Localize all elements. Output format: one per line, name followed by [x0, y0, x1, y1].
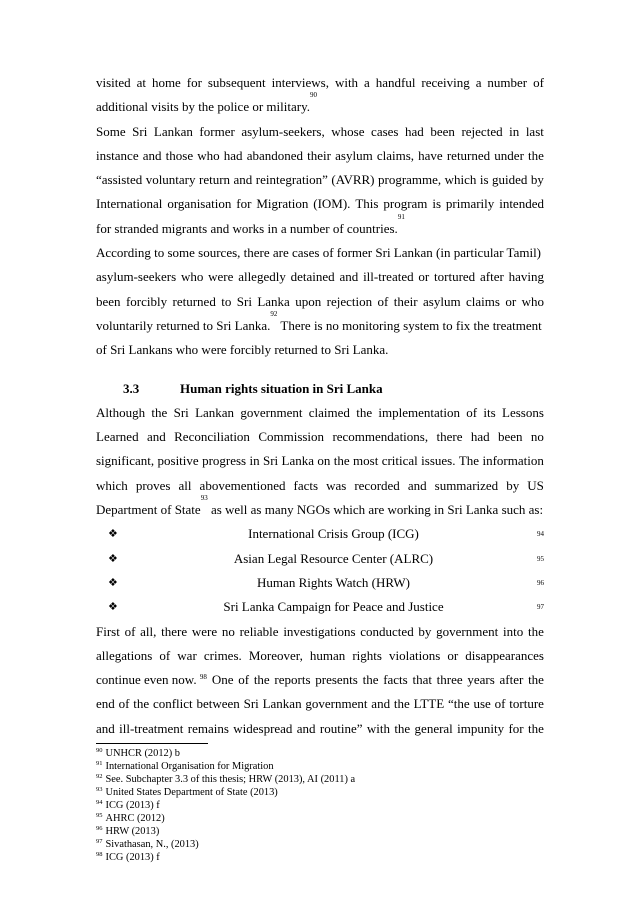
word: which	[96, 477, 128, 493]
word: return	[198, 172, 231, 188]
footnote-text: HRW (2013)	[105, 826, 160, 838]
word: all	[178, 477, 192, 493]
word: forcibly	[125, 293, 168, 309]
word: by	[506, 477, 520, 493]
list-item-text: Human Rights Watch (HRW)	[257, 574, 410, 590]
p3-line-1	[96, 241, 544, 265]
word: Sri	[173, 404, 189, 420]
footnote-separator	[96, 743, 208, 744]
word: war	[177, 647, 197, 663]
footnote-text: AHRC (2012)	[105, 813, 165, 825]
word: the	[528, 147, 544, 163]
word: recommendations,	[332, 429, 429, 445]
word: crimes.	[203, 647, 242, 663]
word: those	[165, 147, 194, 163]
word: the	[527, 623, 544, 639]
footnote-ref-92: 92	[270, 309, 278, 318]
word: with	[366, 720, 390, 736]
list-item-text: Asian Legal Resource Center (ALRC)	[233, 550, 434, 566]
ngo-list	[96, 522, 544, 619]
footnote-text: International Organisation for Migration	[105, 761, 274, 773]
word: is	[479, 172, 489, 188]
word: Although	[96, 404, 146, 420]
word: claims,	[376, 147, 415, 163]
word: who	[521, 293, 544, 309]
word: proves	[135, 477, 171, 493]
word: critical	[381, 453, 418, 469]
word: routine”	[319, 720, 363, 736]
word: organisation	[167, 196, 232, 212]
footnote	[96, 825, 544, 838]
p4-text-5a: Department of State	[96, 502, 201, 518]
word: of	[533, 75, 544, 90]
word: after	[479, 269, 504, 285]
word: of	[124, 623, 136, 639]
word: which	[444, 172, 477, 188]
word: Commission	[258, 429, 325, 445]
word: and	[407, 477, 427, 493]
p2-line-3	[96, 168, 544, 192]
word: or	[447, 647, 459, 663]
word: returned	[172, 293, 216, 309]
word: been	[498, 429, 523, 445]
word: US	[527, 477, 544, 493]
word: asylum	[423, 293, 461, 309]
word: the	[394, 720, 411, 736]
p5-line-5	[96, 717, 544, 741]
word: the	[528, 672, 544, 688]
section-heading	[96, 377, 544, 401]
footnote	[96, 747, 544, 760]
word: impunity	[457, 720, 505, 736]
word: Sri	[132, 123, 148, 139]
word: government	[436, 623, 499, 639]
p4-line-3	[96, 449, 544, 473]
footnote-text: United States Department of State (2013)	[105, 787, 278, 799]
word: tortured	[434, 269, 476, 285]
p5-text-3a-words: continue even now.	[96, 672, 197, 688]
footnote-number: 91	[96, 760, 103, 768]
p4-text-5b: as well as many NGOs which are working in Sri Lanka such as:	[207, 502, 544, 518]
word: the	[253, 672, 270, 688]
p2-text: for stranded migrants and works in a number of countries.	[96, 220, 398, 236]
word: government	[240, 404, 303, 420]
diamond-bullet-icon: ❖	[108, 528, 118, 541]
word: and	[233, 172, 253, 188]
list-item-text: Sri Lanka Campaign for Peace and Justice	[223, 599, 444, 615]
word: former	[199, 123, 235, 139]
word: issues.	[421, 453, 456, 469]
p2-line-2	[96, 144, 544, 168]
word: “the	[447, 696, 470, 712]
word: allegedly	[238, 269, 286, 285]
word: program	[383, 196, 428, 212]
p3-line-3	[96, 290, 544, 314]
word: all,	[140, 623, 157, 639]
word: voluntary	[145, 172, 196, 188]
word: was	[326, 477, 347, 493]
footnote-ref-90: 90	[309, 91, 317, 100]
word: guided	[492, 172, 528, 188]
word: asylum-seekers,	[241, 123, 325, 139]
word: a	[364, 75, 370, 90]
word: handful	[375, 75, 416, 90]
footnote-number: 93	[96, 786, 103, 794]
word: subsequent	[207, 75, 266, 90]
word: and	[96, 720, 115, 736]
word: whose	[331, 123, 365, 139]
word: Learned	[96, 429, 139, 445]
p3-text-4a: voluntarily returned to Sri Lanka.	[96, 317, 271, 333]
word: of	[494, 696, 506, 712]
word: having	[508, 269, 544, 285]
word: there	[436, 429, 463, 445]
word: detained	[290, 269, 335, 285]
p1-line-2	[96, 91, 544, 119]
word: had	[405, 123, 424, 139]
word: conducted	[360, 623, 414, 639]
word: were	[208, 269, 234, 285]
word: rejected	[461, 123, 503, 139]
word: under	[494, 147, 524, 163]
word: claims	[465, 293, 500, 309]
footnote-number: 96	[96, 825, 103, 833]
section-number: 3.3	[123, 380, 140, 396]
word: of	[238, 672, 250, 688]
word: general	[414, 720, 453, 736]
word: Lankan	[262, 696, 302, 712]
word: who	[197, 147, 220, 163]
word: implementation	[378, 404, 460, 420]
footnote	[96, 812, 544, 825]
word: been	[430, 123, 455, 139]
footnote-text: ICG (2013) f	[105, 852, 160, 864]
word: of	[377, 293, 389, 309]
word: no	[530, 429, 544, 445]
word: reports	[274, 672, 311, 688]
p5-line-2	[96, 644, 544, 668]
word: their	[307, 147, 331, 163]
diamond-bullet-icon: ❖	[108, 552, 118, 565]
footnote-number: 97	[96, 838, 103, 846]
p3-text-4b: There is no monitoring system to fix the treatment	[277, 317, 542, 333]
word: Lanka	[257, 293, 290, 309]
word: to	[221, 293, 232, 309]
word: disappearances	[465, 647, 544, 663]
word: for	[186, 75, 202, 90]
footnote-text: ICG (2013) f	[105, 800, 160, 812]
footnote-number: 94	[96, 799, 103, 807]
word: One	[211, 672, 234, 688]
footnote	[96, 786, 544, 799]
word: programme,	[377, 172, 442, 188]
word: the	[527, 720, 544, 736]
p3-line-5	[96, 338, 544, 362]
p5-line-3	[96, 668, 544, 692]
footnote	[96, 851, 544, 864]
word: of	[118, 696, 130, 712]
footnote	[96, 773, 544, 786]
word: positive	[157, 453, 199, 469]
p5-line-1	[96, 620, 544, 644]
word: interviews,	[271, 75, 329, 90]
word: Sri	[262, 453, 279, 469]
word: asylum	[335, 147, 373, 163]
word: Lanka	[281, 453, 315, 469]
word: by	[530, 172, 544, 188]
footnote-text: Sivathasan, N., (2013)	[105, 839, 199, 851]
word: asylum-seekers	[96, 269, 177, 285]
word: “assisted	[96, 172, 143, 188]
word: Sri	[243, 696, 259, 712]
word: abandoned	[246, 147, 304, 163]
word: Lankan	[195, 404, 235, 420]
footnote-ref-91: 91	[397, 212, 405, 221]
diamond-bullet-icon: ❖	[108, 576, 118, 589]
footnote-number: 95	[96, 812, 103, 820]
word: had	[470, 429, 490, 445]
word: or	[505, 293, 517, 309]
word: ill-treated	[363, 269, 414, 285]
word: primarily	[445, 196, 495, 212]
word: were	[191, 623, 218, 639]
word: the	[356, 404, 373, 420]
word: information	[482, 453, 544, 469]
footnote-text: UNHCR (2012) b	[105, 748, 180, 760]
footnote	[96, 760, 544, 773]
footnote	[96, 838, 544, 851]
word: facts	[293, 477, 319, 493]
word: after	[499, 672, 524, 688]
word: significant,	[96, 453, 155, 469]
word: abovementioned	[199, 477, 286, 493]
word: reintegration”	[255, 172, 328, 188]
word: summarized	[434, 477, 499, 493]
word: presents	[315, 672, 358, 688]
word: Migration	[256, 196, 309, 212]
p1-text: additional visits by the police or military.	[96, 99, 310, 115]
footnote-number: 98	[96, 851, 103, 859]
word: facts	[383, 672, 408, 688]
word: the	[333, 453, 350, 469]
word: cases	[371, 123, 399, 139]
p5-text-3a	[96, 668, 207, 692]
word: claimed	[308, 404, 350, 420]
word: reliable	[239, 623, 279, 639]
p4-line-5	[96, 494, 544, 522]
word: Lankan	[153, 123, 193, 139]
word: ill-treatment	[119, 720, 184, 736]
word: Moreover,	[248, 647, 303, 663]
word: years	[467, 672, 495, 688]
word: instance	[96, 147, 139, 163]
footnote-text: See. Subchapter 3.3 of this thesis; HRW (2013), AI (2011) a	[105, 774, 356, 786]
word: recorded	[354, 477, 400, 493]
p2-line-5	[96, 212, 544, 241]
word: rejection	[326, 293, 373, 309]
word: is	[432, 196, 441, 212]
word: and	[142, 147, 162, 163]
word: widespread	[233, 720, 293, 736]
word: in	[509, 123, 520, 139]
word: for	[236, 196, 252, 212]
word: investigations	[283, 623, 356, 639]
word: with	[334, 75, 359, 90]
p2-line-1	[96, 120, 544, 144]
list-item: ❖ Human Rights Watch (HRW) 96	[96, 571, 544, 595]
word: by	[418, 623, 432, 639]
p4-line-2	[96, 425, 544, 449]
word: upon	[295, 293, 322, 309]
list-item-text: International Crisis Group (ICG)	[248, 526, 419, 542]
word: for	[508, 720, 524, 736]
word: a	[475, 75, 482, 90]
word: that	[412, 672, 432, 688]
word: have	[418, 147, 443, 163]
p5-line-4	[96, 692, 544, 716]
word: (AVRR)	[331, 172, 375, 188]
list-item: ❖ Asian Legal Resource Center (ALRC) 95	[96, 547, 544, 571]
p3-line-2	[96, 265, 544, 289]
word: no	[221, 623, 235, 639]
word: government	[305, 696, 368, 712]
word: end	[96, 696, 115, 712]
p3-line-4	[96, 309, 544, 338]
word: conflict	[152, 696, 193, 712]
p4-line-4	[96, 474, 544, 498]
p4-line-1	[96, 401, 544, 425]
word: remains	[187, 720, 229, 736]
word: International	[96, 196, 163, 212]
word: last	[525, 123, 544, 139]
word: the	[393, 696, 410, 712]
word: of	[159, 647, 171, 663]
list-item: ❖ International Crisis Group (ICG) 94	[96, 522, 544, 546]
word: violations	[389, 647, 441, 663]
word: and	[296, 720, 316, 736]
word: their	[393, 293, 418, 309]
word: who	[180, 269, 204, 285]
word: home	[151, 75, 181, 90]
word: been	[96, 293, 121, 309]
word: Lessons	[502, 404, 544, 420]
footnotes	[96, 747, 544, 864]
p1-line-1	[96, 71, 544, 95]
diamond-bullet-icon: ❖	[108, 601, 118, 614]
document-page	[96, 71, 544, 864]
word: (IOM).	[313, 196, 351, 212]
footnote-ref-98: 98	[199, 673, 207, 682]
list-item: ❖ Sri Lanka Campaign for Peace and Justice 97	[96, 595, 544, 619]
p3-text-5: of Sri Lankans who were forcibly returned to Sri Lanka.	[96, 342, 389, 358]
footnote-ref-93: 93	[200, 494, 208, 503]
word: between	[196, 696, 240, 712]
footnote-number: 90	[96, 747, 103, 755]
word: rights	[352, 647, 382, 663]
word: use	[473, 696, 491, 712]
section-title: Human rights situation in Sri Lanka	[180, 380, 383, 396]
word: Some	[96, 123, 126, 139]
word: receiving	[421, 75, 470, 90]
word: most	[353, 453, 379, 469]
word: the	[362, 672, 379, 688]
word: its	[483, 404, 496, 420]
word: This	[355, 196, 379, 212]
word: or	[418, 269, 430, 285]
word: LTTE	[413, 696, 445, 712]
word: and	[371, 696, 391, 712]
word: Sri	[236, 293, 252, 309]
word: had	[223, 147, 243, 163]
footnote	[96, 799, 544, 812]
word: The	[458, 453, 480, 469]
word: returned	[446, 147, 491, 163]
p5-words-3b	[212, 668, 544, 692]
word: visited	[96, 75, 131, 90]
word: on	[317, 453, 331, 469]
word: into	[502, 623, 524, 639]
word: of	[466, 404, 478, 420]
word: First	[96, 623, 120, 639]
word: the	[151, 404, 168, 420]
word: at	[136, 75, 146, 90]
p2-line-4	[96, 192, 544, 216]
word: number	[487, 75, 528, 90]
word: progress	[202, 453, 247, 469]
word: intended	[499, 196, 544, 212]
p3-text-1: According to some sources, there are cases of former Sri Lankan (in particular Tamil)	[96, 245, 542, 261]
word: three	[436, 672, 463, 688]
word: in	[249, 453, 260, 469]
word: and	[339, 269, 359, 285]
word: allegations	[96, 647, 153, 663]
word: there	[161, 623, 188, 639]
word: human	[309, 647, 346, 663]
footnote-number: 92	[96, 773, 103, 781]
word: Reconciliation	[174, 429, 250, 445]
word: and	[146, 429, 166, 445]
word: torture	[509, 696, 544, 712]
word: the	[133, 696, 150, 712]
